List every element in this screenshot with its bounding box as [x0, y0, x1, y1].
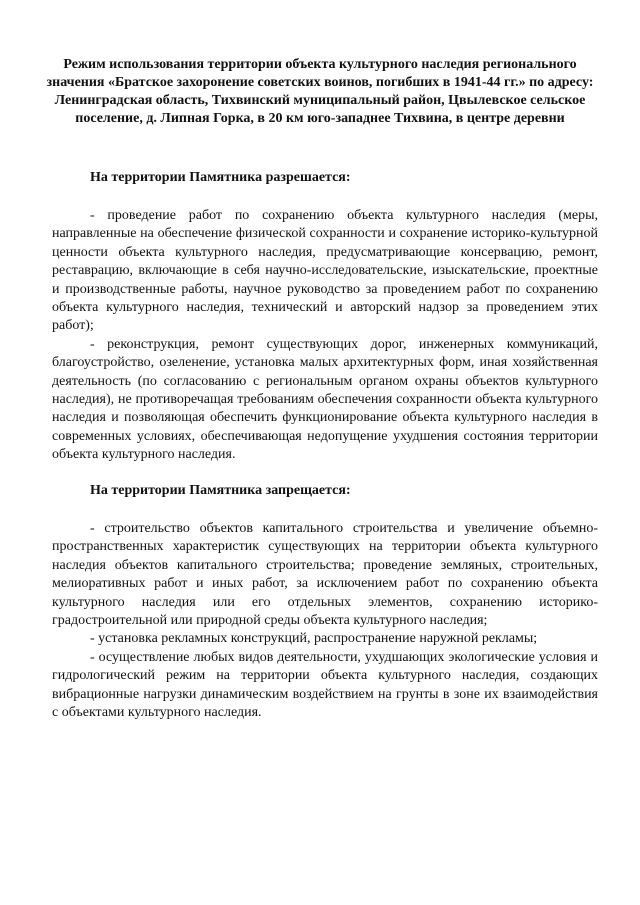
document-title: Режим использования территории объекта культурного наследия регионального значения «Братское захоронение советских воинов, погибших в 1941-44 гг.» по адресу: Ленинградская область, Тихвинский муниципальный район, Цвылевское сельское поселение, д. Липная Горка, в 20 км юго-западнее Тихвина, в центре деревни	[46, 57, 594, 126]
allowed-heading: На территории Памятника разрешается:	[90, 170, 351, 185]
allowed-item: - проведение работ по сохранению объекта культурного наследия (меры, направленные на обеспечение физической сохранности и сохранение историко-культурной ценности объекта культурного наследия, предусматривающие консервацию, ремонт, реставрацию, включающие в себя научно-исследовательские, изыскательские, проектные и производственные работы, научное руководство за проведением работ по сохранению объекта культурного наследия, технический и авторский надзор за проведением этих работ);	[52, 208, 598, 334]
forbidden-item: - установка рекламных конструкций, распространение наружной рекламы;	[90, 631, 538, 647]
forbidden-item: - осуществление любых видов деятельности, ухудшающих экологические условия и гидрологический режим на территории объекта культурного наследия, создающих вибрационные нагрузки динамическим воздействием на грунты в зоне их взаимодействия с объектами культурного наследия.	[52, 649, 598, 721]
allowed-item: - реконструкция, ремонт существующих дорог, инженерных коммуникаций, благоустройство, озеленение, установка малых архитектурных форм, иная хозяйственная деятельность (по согласованию с региональным органом охраны объектов культурного наследия), не противоречащая требованиям обеспечения сохранности объекта культурного наследия и позволяющая обеспечить функционирование объекта культурного наследия в современных условиях, обеспечивающая недопущение ухудшения состояния территории объекта культурного наследия.	[52, 336, 598, 463]
forbidden-item: - строительство объектов капитального строительства и увеличение объемно-пространственных характеристик существующих на территории объекта культурного наследия объектов капитального строительства; проведение земляных, строительных, мелиоративных работ и иных работ, за исключением работ по сохранению объекта культурного наследия или его отдельных элементов, сохранению историко-градостроительной или природной среды объекта культурного наследия;	[52, 521, 598, 629]
forbidden-heading: На территории Памятника запрещается:	[90, 483, 351, 498]
allowed-list	[52, 207, 598, 465]
forbidden-list	[52, 520, 598, 722]
